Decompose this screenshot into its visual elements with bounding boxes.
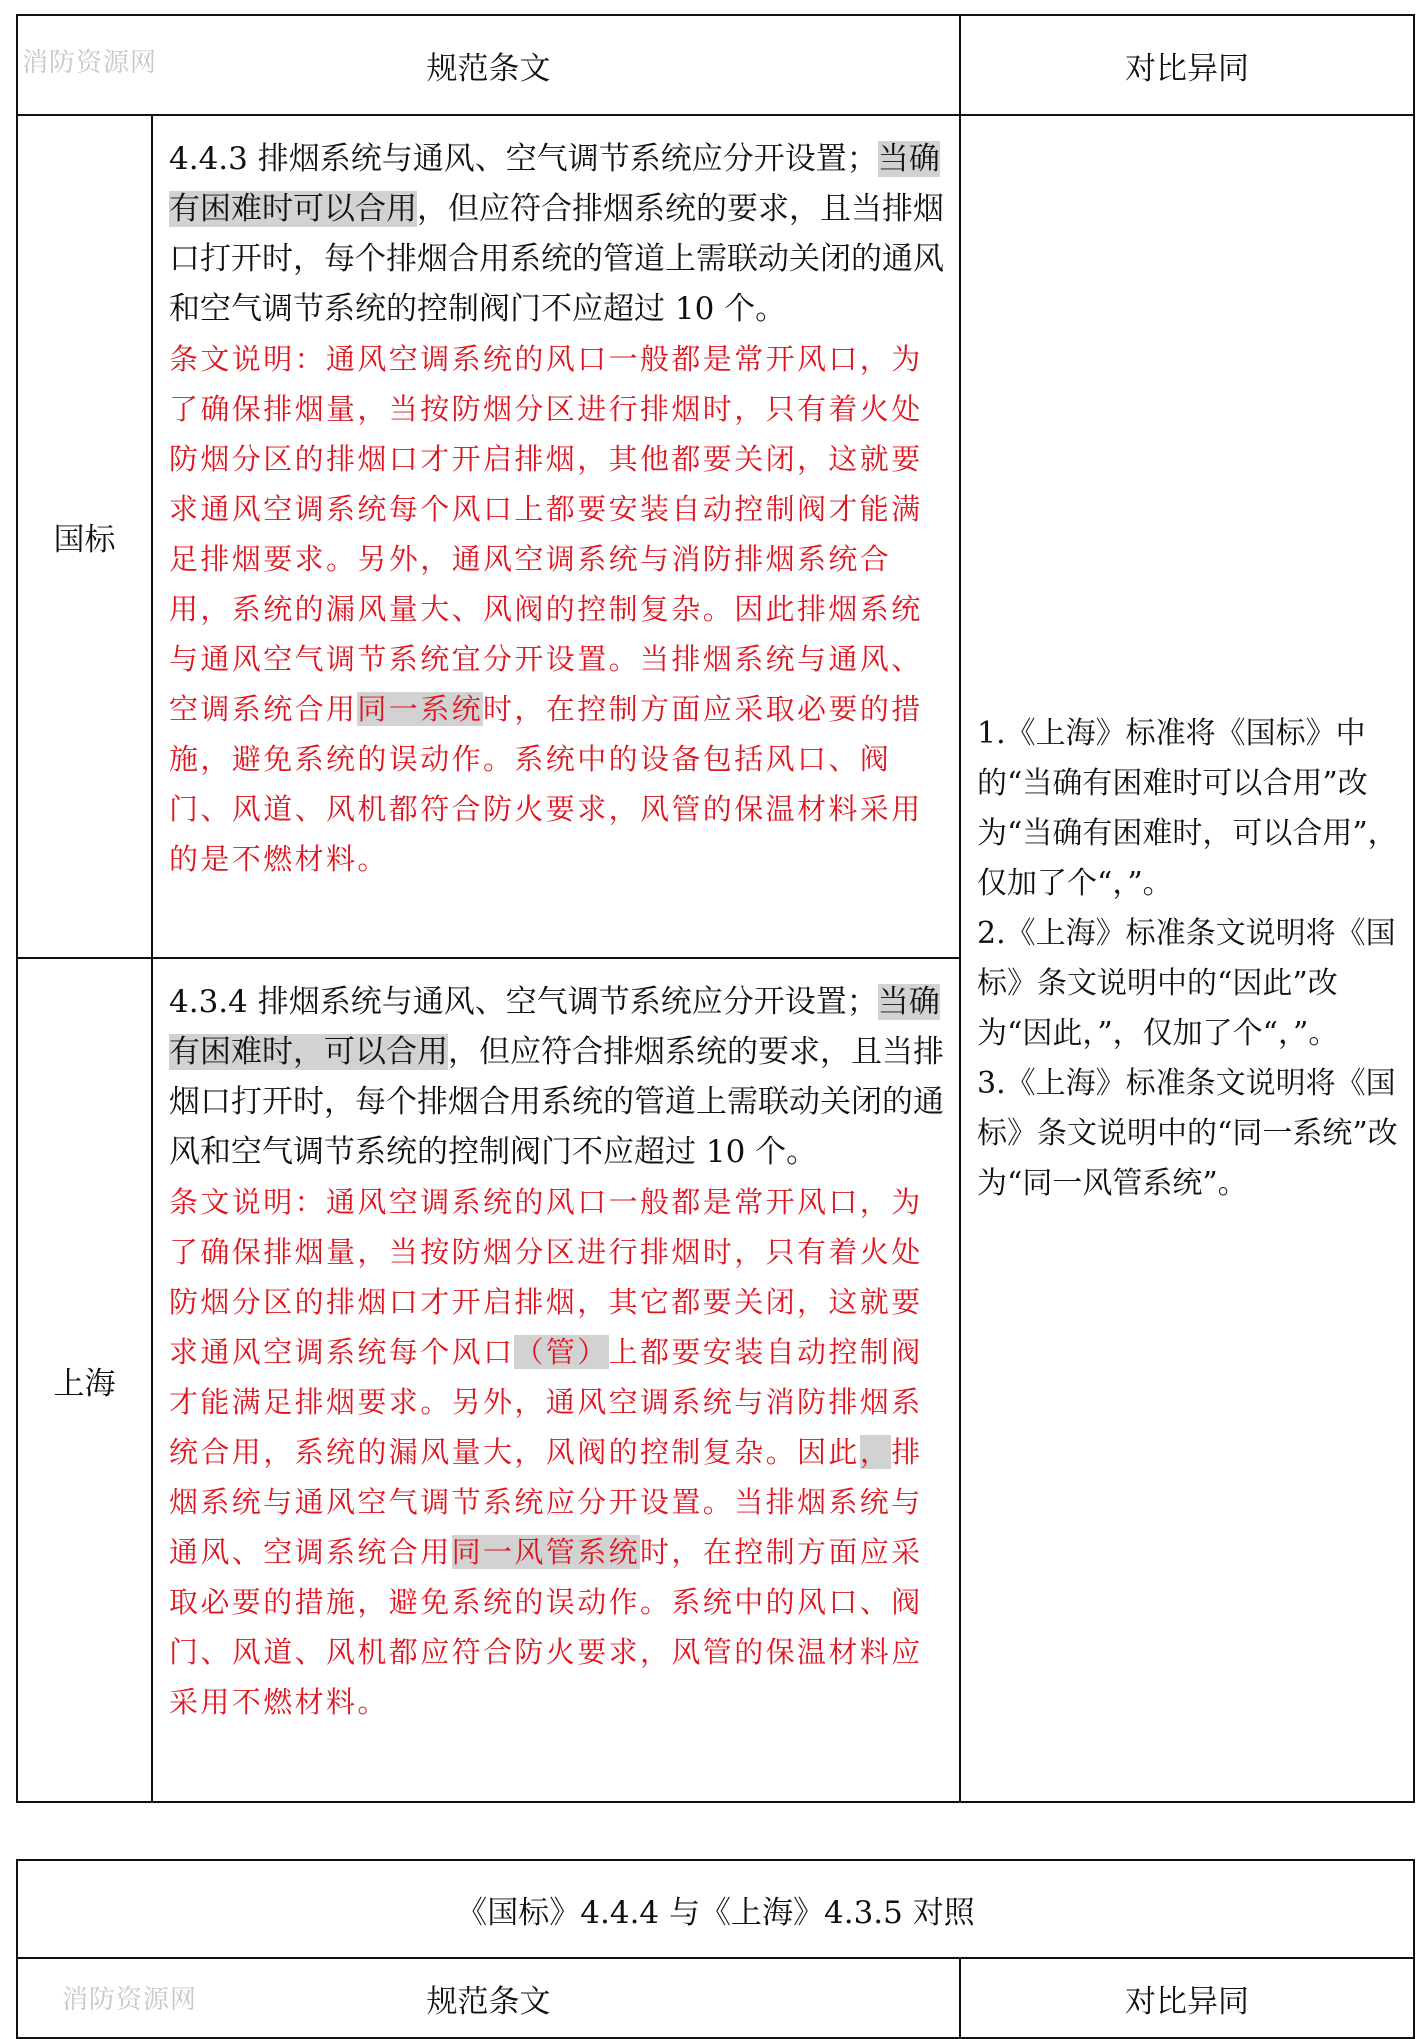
comparison-table-1 [16, 14, 1415, 1803]
header-clause-cell [17, 15, 960, 115]
header-clause-cell [17, 1958, 960, 2038]
comparison-item: 1.《上海》标准将《国标》中的“当确有困难时可以合用”改为“当确有困难时，可以合用”，仅加了个“，”。 [977, 715, 1398, 901]
clause-text-part: ，但应符合排烟系统的要求，且当排烟口打开时，每个排烟合用系统的管道上需联动关闭的通风和空气调节系统的控制阀门不应超过 10 个。 [169, 191, 944, 327]
highlight-text: （管） [514, 1335, 609, 1369]
highlight-text: 同一系统 [357, 692, 484, 726]
clause-explanation [169, 1177, 947, 1727]
clause-shanghai [152, 958, 960, 1802]
explanation-part: 上都要安装自动控制阀才能满足排烟要求。另外，通风空调系统与消防排烟系统合用，系统的漏风量大，风阀的控制复杂。因此 [169, 1335, 923, 1469]
comparison-cell [960, 115, 1414, 1802]
highlight-text: 当确有困难时，可以合用 [169, 984, 940, 1070]
watermark: 消防资源网 [22, 48, 158, 78]
table-title: 《国标》4.4.4 与《上海》4.3.5 对照 [17, 1860, 1414, 1958]
clause-text-part: 4.4.3 排烟系统与通风、空气调节系统应分开设置； [169, 141, 878, 177]
comparison-table-2 [16, 1859, 1415, 2039]
header-compare: 对比异同 [960, 1958, 1414, 2038]
clause-text [169, 977, 947, 1177]
comparison-item: 3.《上海》标准条文说明将《国标》条文说明中的“同一系统”改为“同一风管系统”。 [977, 1065, 1398, 1201]
highlight-text: ， [859, 1435, 892, 1469]
explanation-part: 排烟系统与通风空气调节系统应分开设置。当排烟系统与通风、空调系统合用 [169, 1435, 923, 1569]
explanation-part: 条文说明：通风空调系统的风口一般都是常开风口，为了确保排烟量，当按防烟分区进行排烟时，只有着火处防烟分区的排烟口才开启排烟，其他都要关闭，这就要求通风空调系统每个风口上都要安装自动控制阀才能满足排烟要求。另外，通风空调系统与消防排烟系统合用，系统的漏风量大、风阀的控制复杂。因此排烟系统与通风空气调节系统宜分开设置。当排烟系统与通风、空调系统合用 [169, 342, 923, 726]
clause-guobiao [152, 115, 960, 958]
explanation-part: 时，在控制方面应采取必要的措施，避免系统的误动作。系统中的设备包括风口、阀门、风道、风机都符合防火要求，风管的保温材料采用的是不燃材料。 [169, 692, 923, 876]
clause-text [169, 134, 947, 334]
row-label-shanghai: 上海 [17, 958, 152, 1802]
clause-explanation [169, 334, 947, 884]
explanation-part: 条文说明：通风空调系统的风口一般都是常开风口，为了确保排烟量，当按防烟分区进行排烟时，只有着火处防烟分区的排烟口才开启排烟，其它都要关闭，这就要求通风空调系统每个风口 [169, 1185, 923, 1369]
header-compare: 对比异同 [960, 15, 1414, 115]
header-clause: 规范条文 [426, 1983, 551, 2020]
watermark: 消防资源网 [62, 1985, 198, 2015]
header-clause: 规范条文 [426, 50, 551, 87]
highlight-text: 当确有困难时可以合用 [169, 141, 940, 227]
clause-text-part: ，但应符合排烟系统的要求，且当排烟口打开时，每个排烟合用系统的管道上需联动关闭的通风和空气调节系统的控制阀门不应超过 10 个。 [169, 1034, 944, 1170]
highlight-text: 同一风管系统 [451, 1535, 641, 1569]
clause-text-part: 4.3.4 排烟系统与通风、空气调节系统应分开设置； [169, 984, 878, 1020]
explanation-part: 时，在控制方面应采取必要的措施，避免系统的误动作。系统中的风口、阀门、风道、风机都应符合防火要求，风管的保温材料应采用不燃材料。 [169, 1535, 923, 1719]
row-label-guobiao: 国标 [17, 115, 152, 958]
comparison-item: 2.《上海》标准条文说明将《国标》条文说明中的“因此”改为“因此，”，仅加了个“，”。 [977, 915, 1396, 1051]
